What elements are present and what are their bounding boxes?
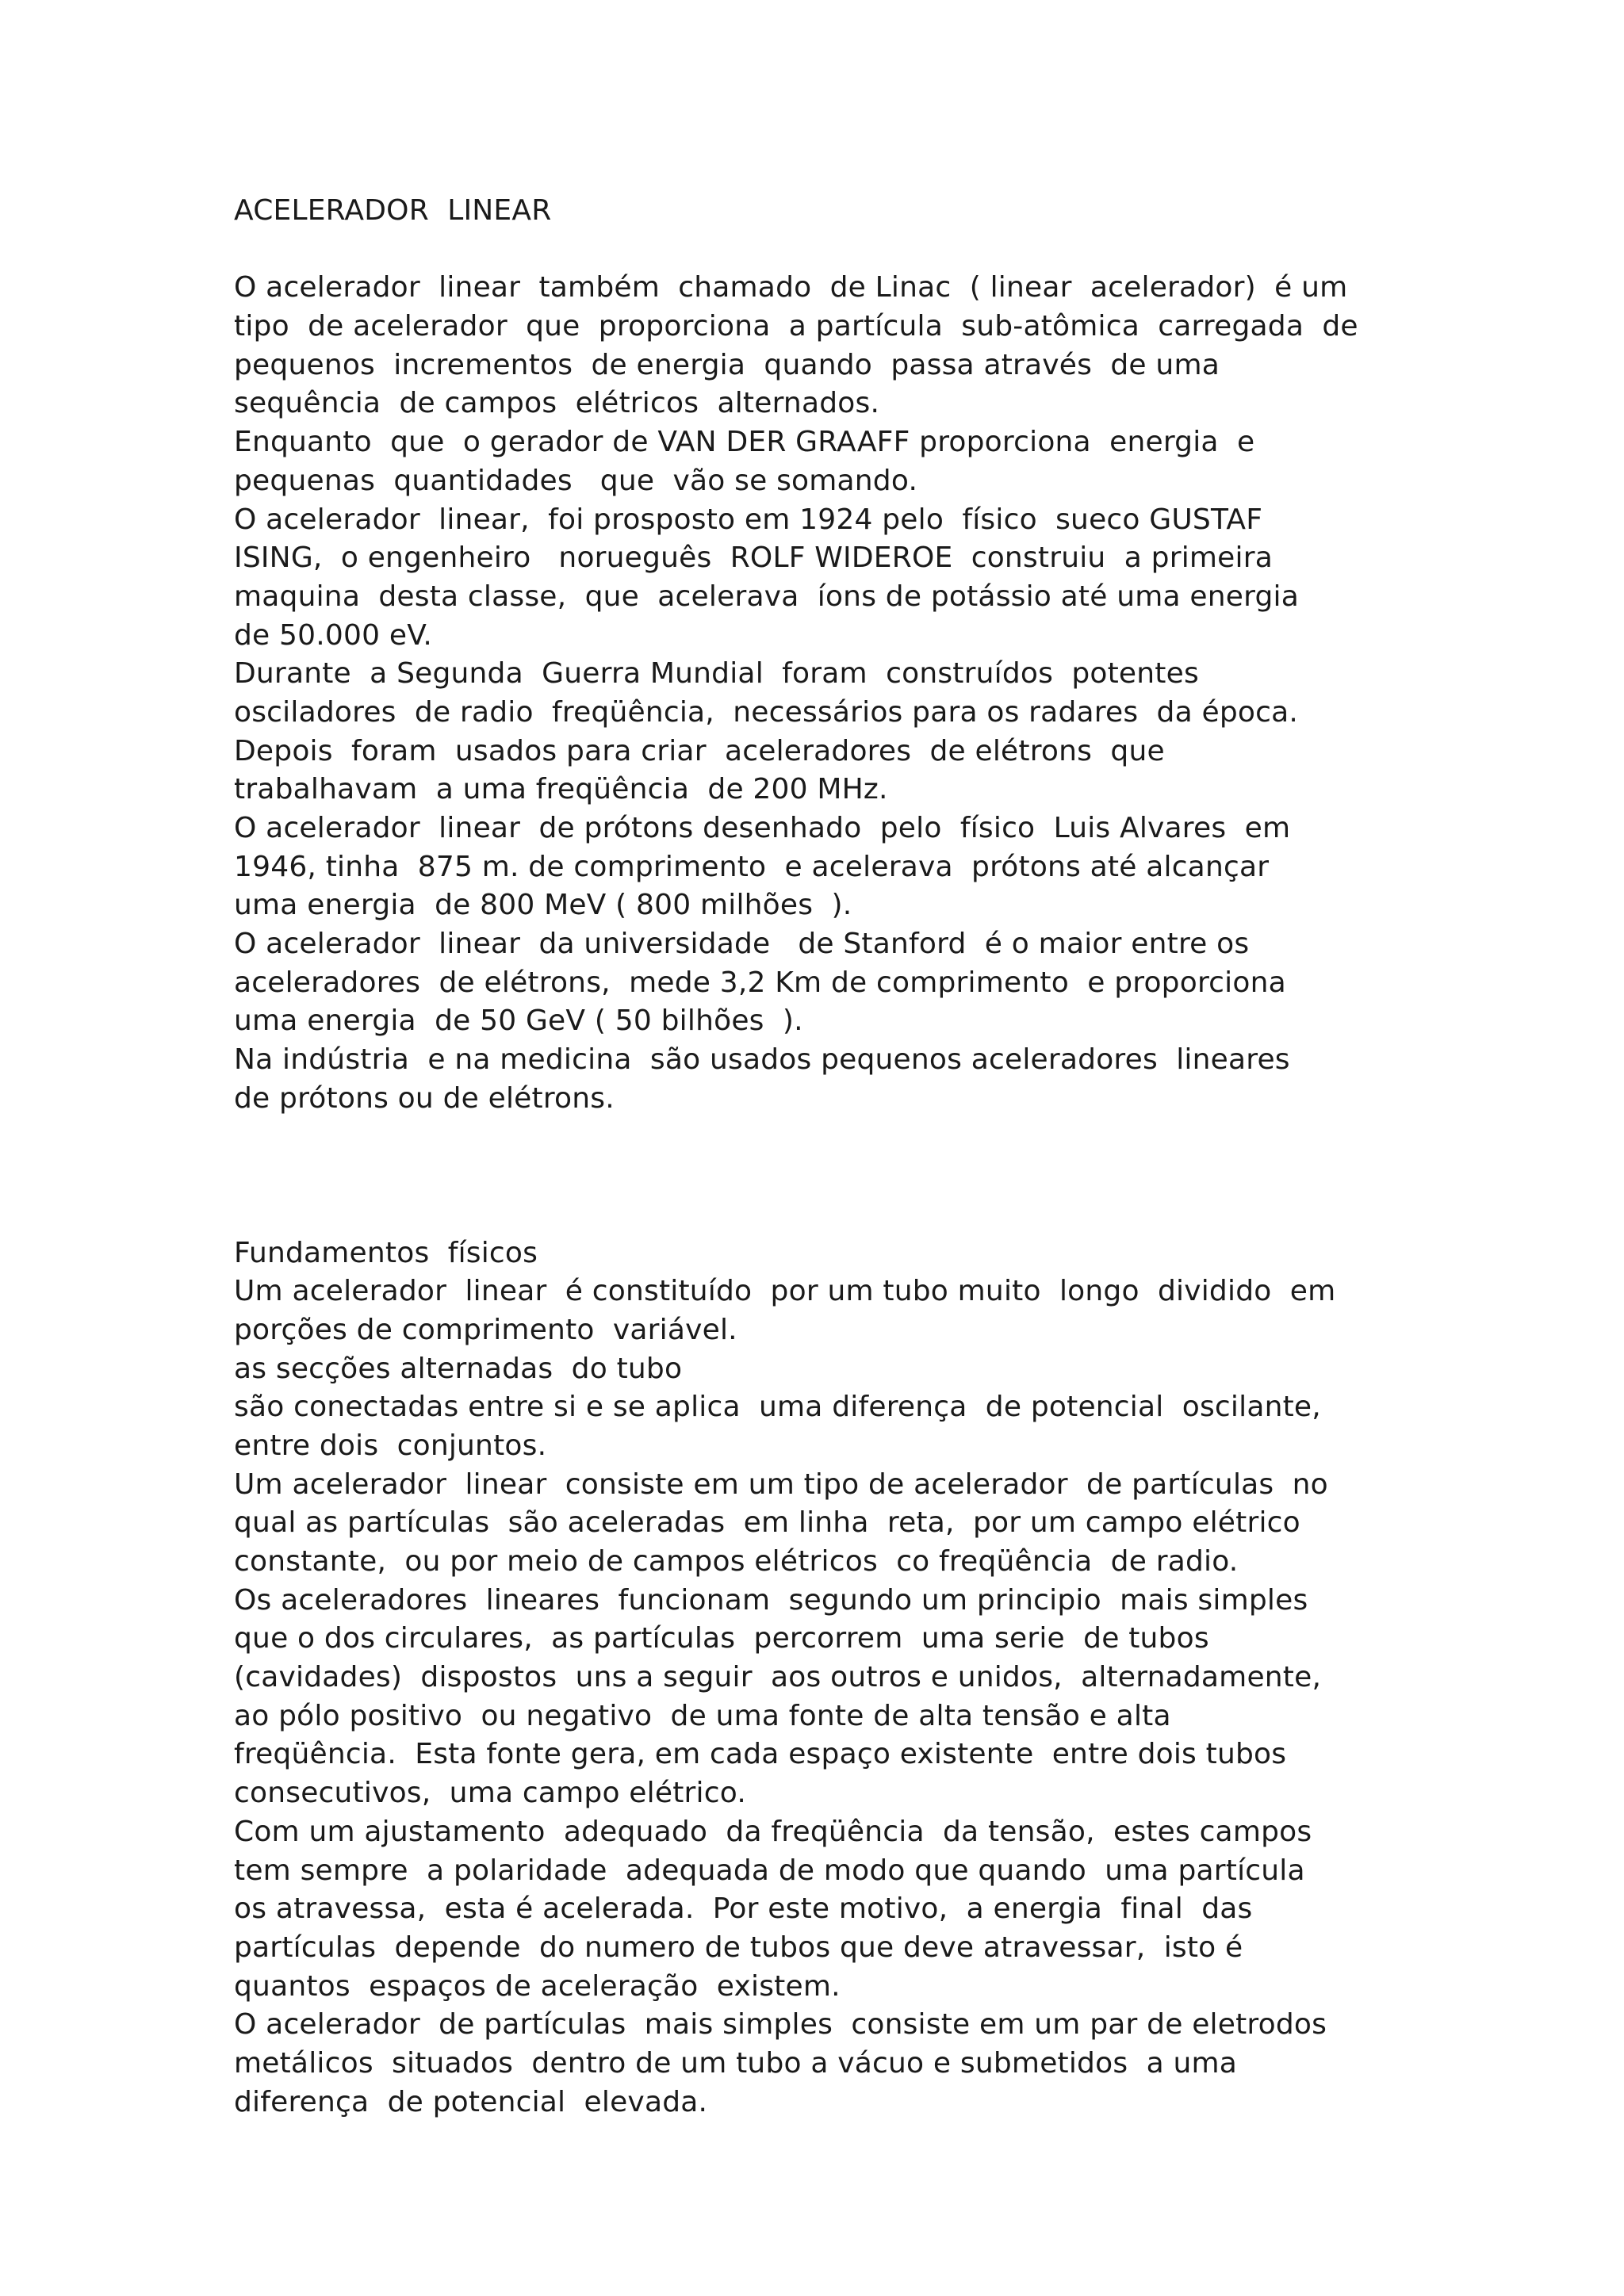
paragraph-line: maquina desta classe, que acelerava íons de potássio até uma energia (234, 580, 1300, 613)
paragraph-line: os atravessa, esta é acelerada. Por este motivo, a energia final das (234, 1892, 1253, 1926)
paragraph-line: sequência de campos elétricos alternados. (234, 387, 880, 420)
paragraph-line: Os aceleradores lineares funcionam segundo um principio mais simples (234, 1583, 1308, 1617)
paragraph-line: as secções alternadas do tubo (234, 1352, 683, 1385)
paragraph-line: pequenos incrementos de energia quando passa através de uma (234, 348, 1220, 381)
paragraph-line: constante, ou por meio de campos elétricos co freqüência de radio. (234, 1545, 1239, 1578)
paragraph-line: freqüência. Esta fonte gera, em cada espaço existente entre dois tubos (234, 1738, 1287, 1771)
paragraph-line: porções de comprimento variável. (234, 1313, 737, 1346)
paragraph-line: Na indústria e na medicina são usados pequenos aceleradores lineares (234, 1043, 1290, 1077)
section-heading: Fundamentos físicos (234, 1236, 538, 1269)
section-fundamentos (234, 1234, 1408, 2122)
paragraph-line: de prótons ou de elétrons. (234, 1081, 615, 1115)
section-linac-intro (234, 269, 1408, 1118)
paragraph-line: Enquanto que o gerador de VAN DER GRAAFF proporciona energia e (234, 426, 1255, 459)
paragraph-line: 1946, tinha 875 m. de comprimento e acelerava prótons até alcançar (234, 850, 1270, 883)
paragraph-line: ISING, o engenheiro norueguês ROLF WIDEROE construiu a primeira (234, 541, 1273, 575)
paragraph-line: O acelerador linear, foi prosposto em 1924 pelo físico sueco GUSTAF (234, 503, 1263, 536)
paragraph-line: O acelerador linear de prótons desenhado pelo físico Luis Alvares em (234, 812, 1291, 844)
paragraph-line: pequenas quantidades que vão se somando. (234, 464, 918, 497)
document-body (234, 192, 1408, 2122)
paragraph-line: Com um ajustamento adequado da freqüência da tensão, estes campos (234, 1815, 1312, 1848)
paragraph-line: diferença de potencial elevada. (234, 2085, 708, 2118)
paragraph-line: ao pólo positivo ou negativo de uma fonte de alta tensão e alta (234, 1699, 1171, 1732)
paragraph-line: de 50.000 eV. (234, 618, 433, 652)
paragraph-line: qual as partículas são aceleradas em linha reta, por um campo elétrico (234, 1506, 1300, 1540)
paragraph-line: consecutivos, uma campo elétrico. (234, 1777, 746, 1810)
paragraph-line: Um acelerador linear é constituído por um tubo muito longo dividido em (234, 1275, 1336, 1308)
paragraph-line: uma energia de 50 GeV ( 50 bilhões ). (234, 1004, 803, 1038)
paragraph-line: metálicos situados dentro de um tubo a vácuo e submetidos a uma (234, 2046, 1238, 2080)
paragraph-line: quantos espaços de aceleração existem. (234, 1969, 841, 2003)
paragraph-line: são conectadas entre si e se aplica uma diferença de potencial oscilante, (234, 1391, 1321, 1424)
paragraph-line: O acelerador linear da universidade de Stanford é o maior entre os (234, 928, 1250, 961)
paragraph-line: aceleradores de elétrons, mede 3,2 Km de comprimento e proporciona (234, 966, 1286, 999)
paragraph-line: tem sempre a polaridade adequada de modo que quando uma partícula (234, 1854, 1305, 1887)
paragraph-line: Um acelerador linear consiste em um tipo de acelerador de partículas no (234, 1468, 1328, 1501)
paragraph-line: que o dos circulares, as partículas percorrem uma serie de tubos (234, 1622, 1209, 1655)
paragraph-line: (cavidades) dispostos uns a seguir aos outros e unidos, alternadamente, (234, 1661, 1322, 1694)
section-spacer (234, 1119, 1408, 1234)
paragraph-line: O acelerador de partículas mais simples consiste em um par de eletrodos (234, 2008, 1327, 2042)
paragraph-line: Depois foram usados para criar aceleradores de elétrons que (234, 734, 1165, 767)
paragraph-line: trabalhavam a uma freqüência de 200 MHz. (234, 773, 888, 806)
paragraph-line: Durante a Segunda Guerra Mundial foram construídos potentes (234, 657, 1199, 691)
paragraph-line: entre dois conjuntos. (234, 1429, 547, 1462)
paragraph-line: tipo de acelerador que proporciona a partícula sub-atômica carregada de (234, 310, 1358, 343)
paragraph-line: osciladores de radio freqüência, necessários para os radares da época. (234, 695, 1299, 729)
document-title: ACELERADOR LINEAR (234, 194, 552, 227)
paragraph-line: uma energia de 800 MeV ( 800 milhões ). (234, 889, 852, 922)
paragraph-line: partículas depende do numero de tubos que deve atravessar, isto é (234, 1931, 1243, 1964)
paragraph-line: O acelerador linear também chamado de Linac ( linear acelerador) é um (234, 271, 1348, 304)
